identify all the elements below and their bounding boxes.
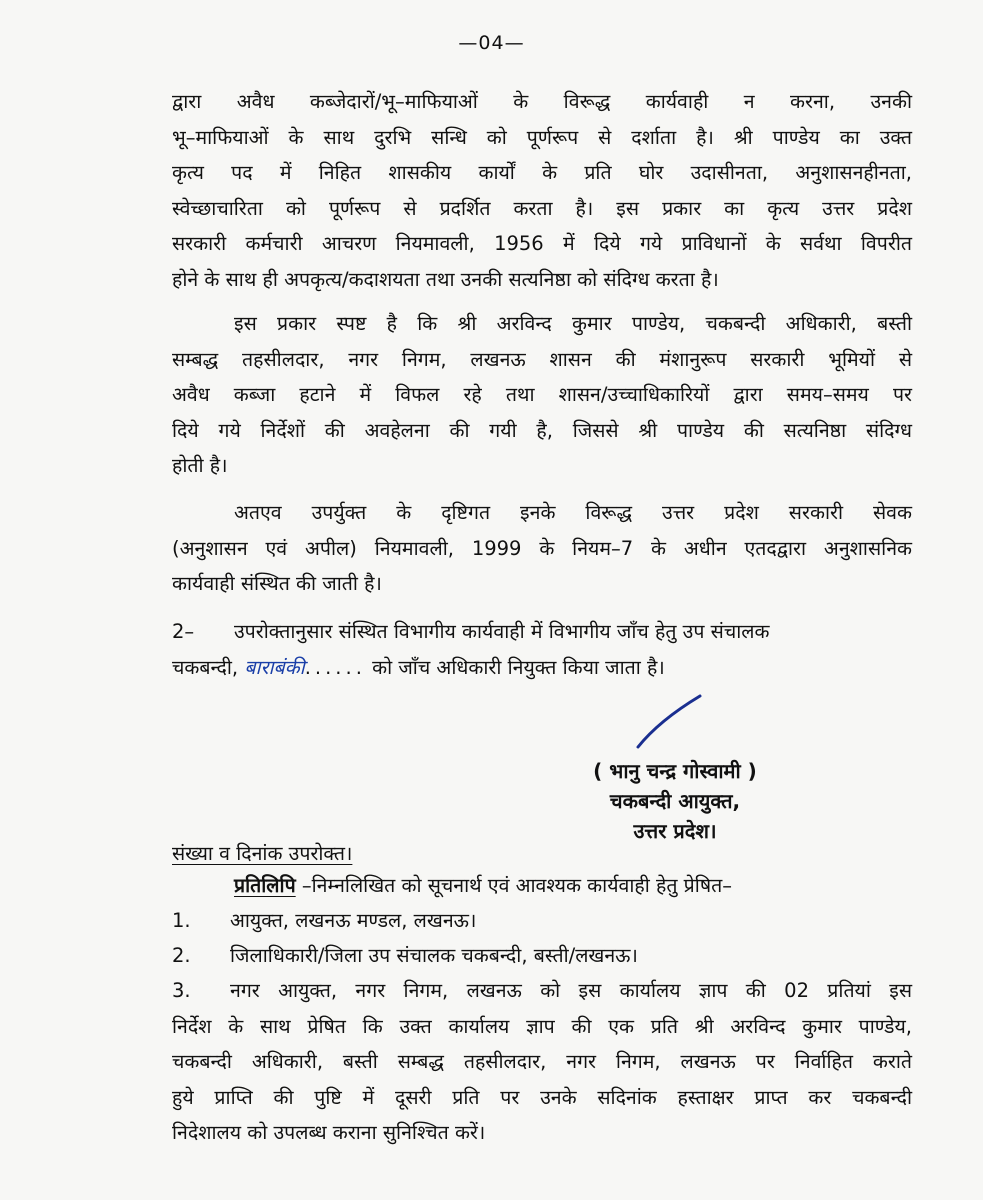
list-number: 3.: [172, 979, 191, 1002]
text-line: कार्यवाही संस्थित की जाती है।: [172, 572, 382, 596]
text-fragment: को जाँच अधिकारी नियुक्त किया जाता है।: [372, 655, 665, 679]
text-fragment: चकबन्दी,: [172, 655, 239, 679]
text-line: कृत्य पद में निहित शासकीय कार्यों के प्रति घोर उदासीनता, अनुशासनहीनता,: [172, 161, 912, 185]
signatory-block: [560, 756, 790, 846]
list-item: [172, 973, 912, 1009]
paragraph-3: [172, 495, 912, 602]
list-text: नगर आयुक्त, नगर निगम, लखनऊ को इस कार्यालय ज्ञाप की 02 प्रतियां इस: [230, 979, 912, 1002]
text-line: होती है।: [172, 454, 228, 478]
list-text: जिलाधिकारी/जिला उप संचालक चकबन्दी, बस्ती/लखनऊ।: [230, 944, 638, 967]
text-line: उपरोक्तानुसार संस्थित विभागीय कार्यवाही में विभागीय जाँच हेतु उप संचालक: [234, 620, 770, 643]
handwritten-district: बाराबंकी: [244, 655, 305, 679]
text-line: निर्देश के साथ प्रेषित कि उक्त कार्यालय ज्ञाप की एक प्रति श्री अरविन्द कुमार पाण्डेय,: [172, 1014, 912, 1038]
signature-mark: [630, 692, 710, 752]
list-number: 1.: [172, 909, 191, 932]
text-line: स्वेच्छाचारिता को पूर्णरूप से प्रदर्शित करता है। इस प्रकार का कृत्य उत्तर प्रदेश: [172, 196, 912, 220]
paragraph-1: [172, 84, 912, 298]
text-line: हुये प्राप्ति की पुष्टि में दूसरी प्रति पर उनके सदिनांक हस्ताक्षर प्राप्त कर चकबन्दी: [172, 1085, 912, 1109]
copy-label: प्रतिलिपि: [234, 874, 296, 897]
copy-section: [172, 868, 912, 1151]
signatory-designation: चकबन्दी आयुक्त,: [609, 789, 741, 813]
copy-intro: –निम्नलिखित को सूचनार्थ एवं आवश्यक कार्यवाही हेतु प्रेषित–: [301, 874, 732, 897]
text-line: भू–माफियाओं के साथ दुरभि सन्धि को पूर्णरूप से दर्शाता है। श्री पाण्डेय का उक्त: [172, 125, 912, 149]
text-line: होने के साथ ही अपकृत्य/कदाशयता तथा उनकी सत्यनिष्ठा को संदिग्ध करता है।: [172, 267, 719, 291]
text-line: अवैध कब्जा हटाने में विफल रहे तथा शासन/उच्चाधिकारियों द्वारा समय–समय पर: [172, 383, 912, 407]
reference-line: संख्या व दिनांक उपरोक्त।: [172, 842, 353, 865]
text-line: सरकारी कर्मचारी आचरण नियमावली, 1956 में दिये गये प्राविधानों के सर्वथा विपरीत: [172, 232, 912, 256]
list-item: [172, 903, 912, 938]
list-number: 2.: [172, 944, 191, 967]
page-number: —04—: [458, 32, 525, 54]
text-line: इस प्रकार स्पष्ट है कि श्री अरविन्द कुमार पाण्डेय, चकबन्दी अधिकारी, बस्ती: [234, 312, 912, 335]
text-line: सम्बद्ध तहसीलदार, नगर निगम, लखनऊ शासन की मंशानुरूप सरकारी भूमियों से: [172, 347, 912, 371]
paragraph-2: [172, 306, 912, 484]
text-line: निदेशालय को उपलब्ध कराना सुनिश्चित करें।: [172, 1121, 486, 1145]
text-line: द्वारा अवैध कब्जेदारों/भू–माफियाओं के विरूद्ध कार्यवाही न करना, उनकी: [172, 90, 912, 113]
text-line: चकबन्दी अधिकारी, बस्ती सम्बद्ध तहसीलदार, नगर निगम, लखनऊ पर निर्वाहित कराते: [172, 1050, 912, 1074]
paragraph-number: 2–: [172, 620, 195, 643]
dotted-blank: ......: [304, 655, 366, 679]
list-item: [172, 938, 912, 973]
text-line: दिये गये निर्देशों की अवहेलना की गयी है, जिससे श्री पाण्डेय की सत्यनिष्ठा संदिग्ध: [172, 418, 912, 442]
signatory-name: ( भानु चन्द्र गोस्वामी ): [593, 759, 757, 783]
text-line: अतएव उपर्युक्त के दृष्टिगत इनके विरूद्ध उत्तर प्रदेश सरकारी सेवक: [234, 501, 912, 524]
text-line: (अनुशासन एवं अपील) नियमावली, 1999 के नियम–7 के अधीन एतदद्वारा अनुशासनिक: [172, 536, 912, 560]
list-text: आयुक्त, लखनऊ मण्डल, लखनऊ।: [230, 909, 477, 932]
paragraph-4: [172, 614, 912, 685]
signatory-state: उत्तर प्रदेश।: [633, 819, 717, 843]
